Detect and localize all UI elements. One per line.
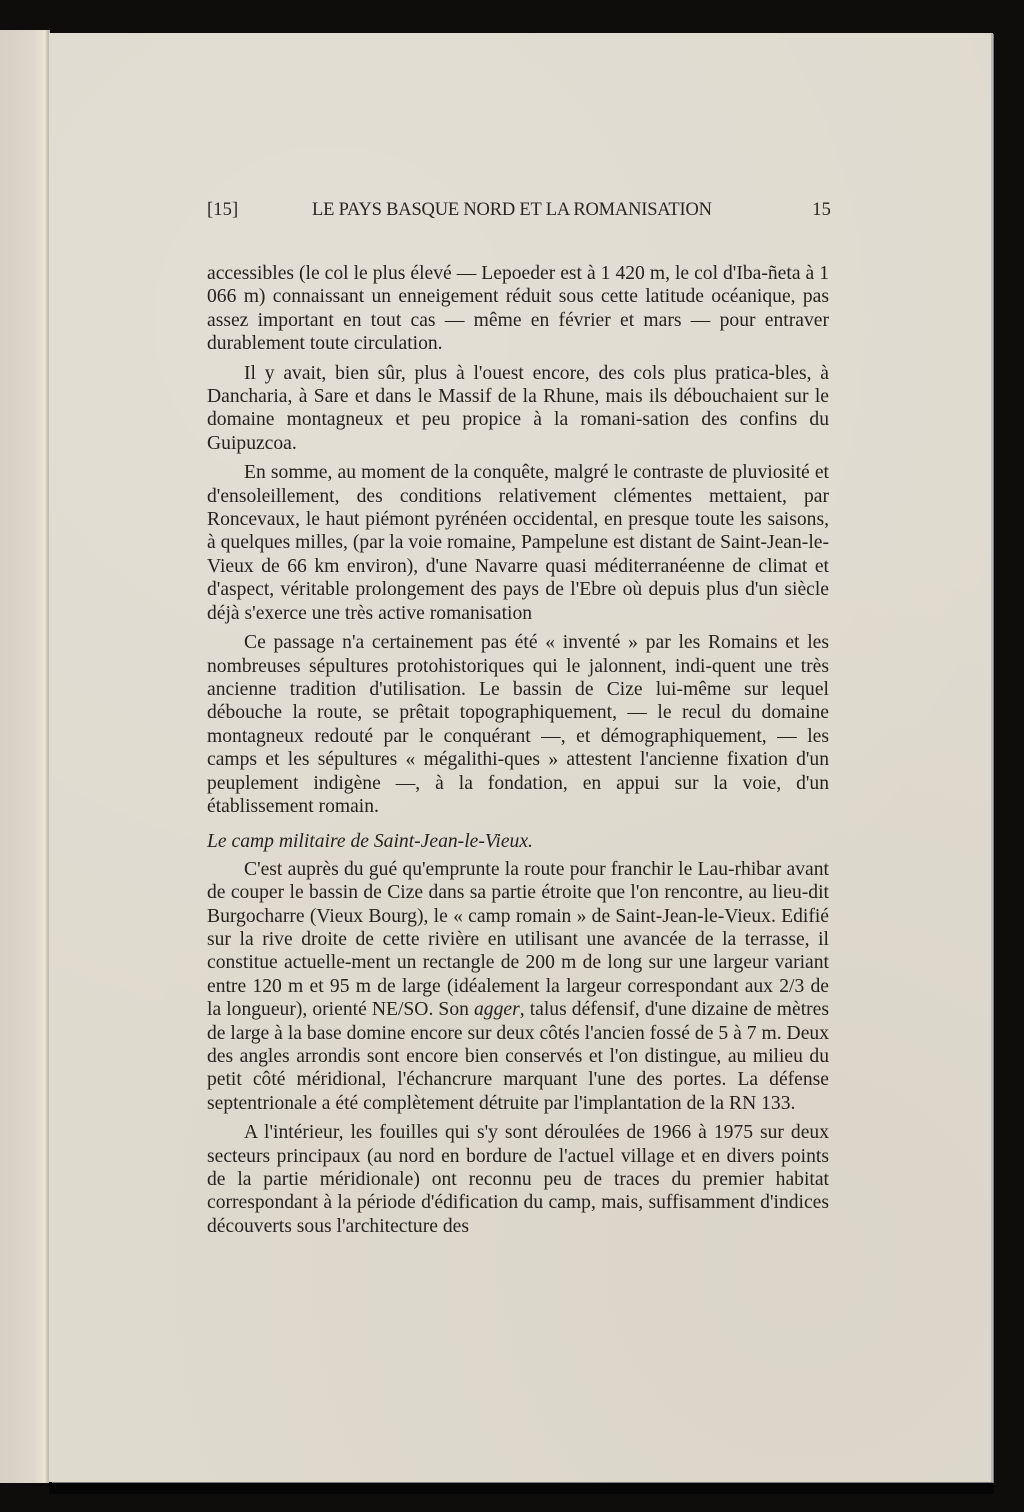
camp-text-part-2: , talus défensif, d'une dizaine de mètres de large à la base domine encore sur deux côtés l'ancien fossé de 5 à 7 m. Deux des angles arrondis sont encore bien conservés et l'on distingue, au milieu du petit côté méridional, l'échancrure marquant l'une des portes. La défense septentrionale a été complètement détruite par l'implantation de la RN 133. <box>207 999 829 1114</box>
facing-page-edge <box>0 30 46 1483</box>
paragraph-fouilles: A l'intérieur, les fouilles qui s'y sont déroulées de 1966 à 1975 sur deux secteurs principaux (au nord en bordure de l'actuel village et en divers points de la partie méridionale) ont reconnu peu de traces du premier habitat correspondant à la période d'édification du camp, mais, suffisamment d'indices découverts sous l'architecture des <box>207 1122 829 1237</box>
paragraph-conquete: En somme, au moment de la conquête, malgré le contraste de pluviosité et d'ensoleillement, des conditions relativement clémentes mettaient, par Roncevaux, le haut piémont pyrénéen occidental, en presque toute les saisons, à quelques milles, (par la voie romaine, Pampelune est distant de Saint-Jean-le-Vieux de 66 km environ), d'une Navarre quasi méditerranéenne de climat et d'aspect, véritable prolongement des pays de l'Ebre où depuis plus d'un siècle déjà s'exerce une très active romanisation <box>207 462 829 624</box>
paragraph-camp <box>207 858 829 1115</box>
body-text <box>207 262 829 1244</box>
running-header <box>207 200 831 226</box>
section-subheading: Le camp militaire de Saint-Jean-le-Vieux. <box>207 831 533 853</box>
paragraph-continuation: accessibles (le col le plus élevé — Lepoeder est à 1 420 m, le col d'Iba-ñeta à 1 066 m) connaissant un enneigement réduit sous cette latitude océanique, pas assez important en tout cas — même en février et mars — pour entraver durablement toute circulation. <box>207 263 829 355</box>
page-number: 15 <box>812 200 831 220</box>
running-title: LE PAYS BASQUE NORD ET LA ROMANISATION <box>312 200 712 220</box>
camp-text-part-1: C'est auprès du gué qu'emprunte la route pour franchir le Lau-rhibar avant de couper le bassin de Cize dans sa partie étroite que l'on rencontre, au lieu-dit Burgocharre (Vieux Bourg), le « camp romain » de Saint-Jean-le-Vieux. Edifié sur la rive droite de cette rivière en utilisant une avancée de la terrasse, il constitue actuelle-ment un rectangle de 200 m de long sur une largeur variant entre 120 m et 95 m de large (idéalement la largeur correspondant aux 2/3 de la longueur), orienté NE/SO. Son <box>207 858 829 1021</box>
paragraph-passage: Ce passage n'a certainement pas été « inventé » par les Romains et les nombreuses sépultures protohistoriques qui le jalonnent, indi-quent une très ancienne tradition d'utilisation. Le bassin de Cize lui-même sur lequel débouche la route, se prêtait topographiquement, — le recul du domaine montagneux redouté par le conquérant —, et démographiquement, — les camps et les sépultures « mégalithi-ques » attestent l'ancienne fixation d'un peuplement indigène —, à la fondation, en appui sur la voie, d'un établissement romain. <box>207 632 829 817</box>
italic-term-agger: agger <box>474 999 520 1021</box>
section-reference: [15] <box>207 200 239 220</box>
page-bottom-shadow <box>49 1482 994 1494</box>
paragraph-cols: Il y avait, bien sûr, plus à l'ouest encore, des cols plus pratica-bles, à Dancharia, à Sare et dans le Massif de la Rhune, mais ils débouchaient sur le domaine montagneux et peu propice à la romani-sation des confins du Guipuzcoa. <box>207 362 829 454</box>
